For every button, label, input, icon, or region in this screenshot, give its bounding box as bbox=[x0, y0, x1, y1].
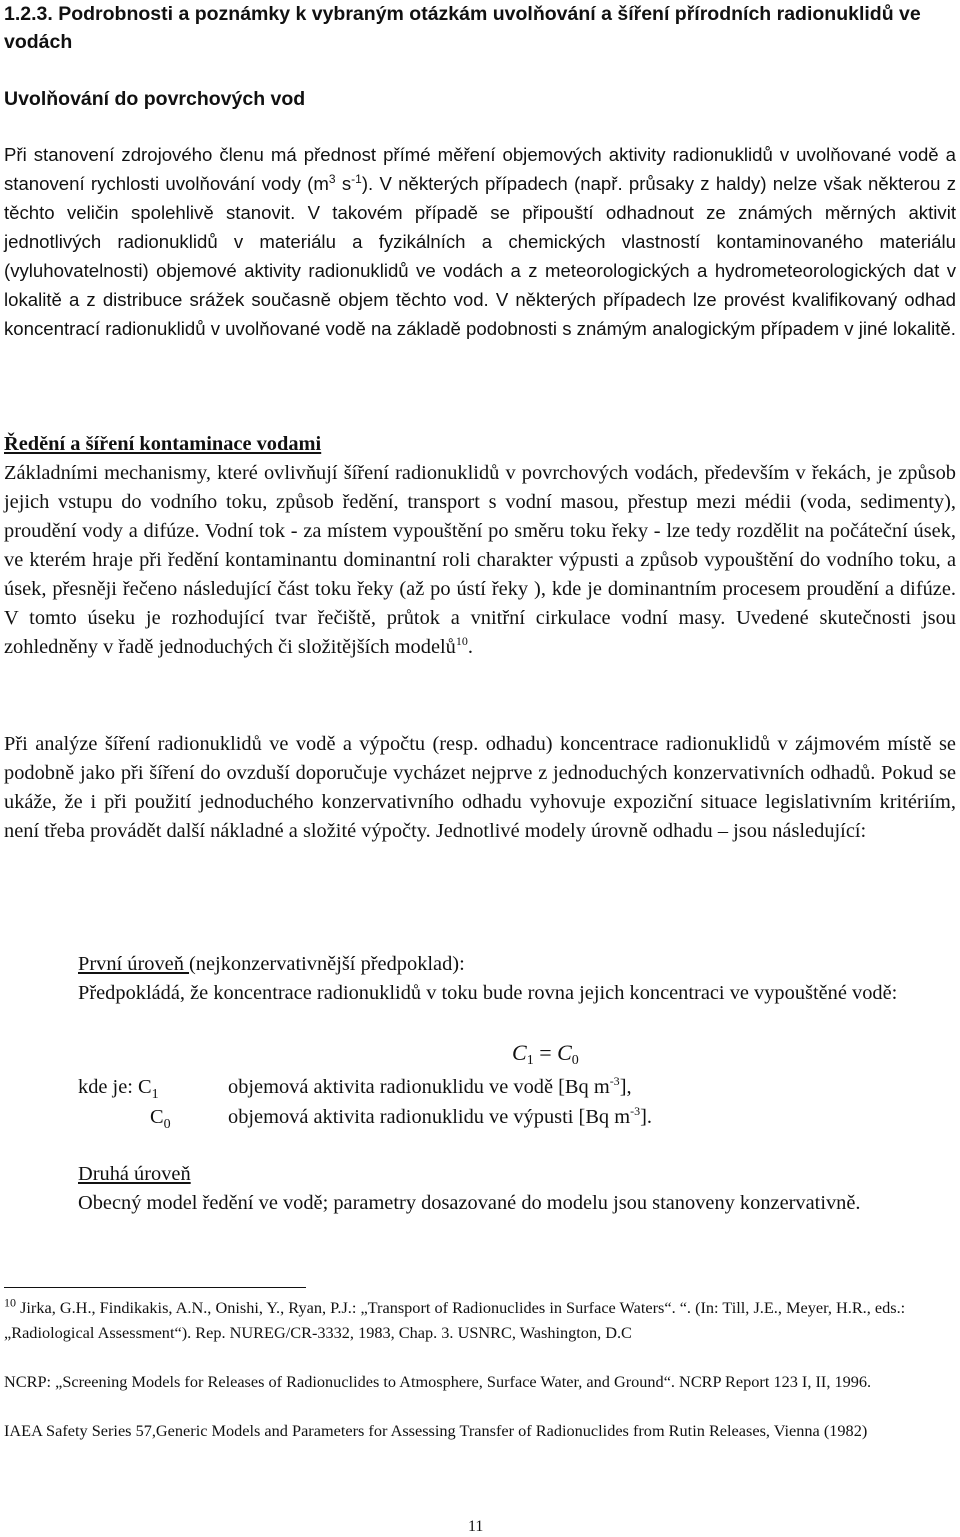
footnote-3: IAEA Safety Series 57,Generic Models and Parameters for Assessing Transfer of Radionuclides from Rutin Releases, Vienna (1982) bbox=[4, 1421, 868, 1440]
footnote-1: $^{10}$ Jirka, G.H., Findikakis, A.N., Onishi, Y., Ryan, P.J.: „Transport of Radionuclides in Surface Waters“. “. (In: Till, J.E., Meyer, H.R., eds.:„Radiological Assessment“). Rep. NUREG/CR-3332, 1983, Chap. 3. USNRC, Washington, D.C bbox=[4, 1295, 906, 1342]
section-heading: 1.2.3. Podrobnosti a poznámky k vybraným otázkám uvolňování a šíření přírodních radionuklidů ve vodách bbox=[4, 3, 921, 53]
page-number: 11 bbox=[468, 1518, 484, 1535]
footnote-divider bbox=[4, 1287, 306, 1288]
footnote-2: NCRP: „Screening Models for Releases of Radionuclides to Atmosphere, Surface Water, and Ground“. NCRP Report 123 I, II, 1996. bbox=[4, 1372, 872, 1391]
dilution-heading: Ředění a šíření kontaminace vodami bbox=[4, 433, 322, 455]
definition-c1: kde je: $C_1$ objemová aktivita radionuklidu ve vodě [Bq $m^{-3}$], bbox=[78, 1074, 632, 1103]
level2-block bbox=[78, 1160, 956, 1218]
level1-title: První úroveň bbox=[78, 953, 190, 975]
subsection-heading: Uvolňování do povrchových vod bbox=[4, 88, 306, 110]
level2-title: Druhá úroveň bbox=[78, 1163, 191, 1185]
paragraph-dilution: Základními mechanismy, které ovlivňují šíření radionuklidů v povrchových vodách, především v řekách, je způsob jejich vstupu do vodního toku, způsob ředění, transport s vodní masou, přestup mezi médii (voda, sedimenty), proudění vody a difúze. Vodní tok - za místem vypouštění po směru toku řeky - lze tedy rozdělit na počáteční úsek, ve kterém hraje při ředění kontaminantu dominantní roli charakter výpusti a způsob vypouštění do vodního toku, a úsek, přesněji řečeno následující část toku řeky (až po ústí řeky ), kde je dominantním procesem proudění a difúze. V tomto úseku je rozhodující tvar řečiště, průtok a vnitřní cirkulace vodní masy. Uvedené skutečnosti jsou zohledněny v řadě jednoduchých či složitějších modelů$^{10}$. bbox=[4, 462, 956, 658]
equation: $C_1 = C_0$ bbox=[512, 1040, 579, 1068]
definition-c0: $C_0$ objemová aktivita radionuklidu ve výpusti [Bq $m^{-3}$]. bbox=[150, 1104, 652, 1133]
level1-text: Předpokládá, že koncentrace radionuklidů v toku bude rovna jejich koncentraci ve vypouštěné vodě: bbox=[78, 982, 898, 1004]
level1-block: První úroveň (nejkonzervativnější předpoklad): Předpokládá, že koncentrace radionuklidů v toku bude rovna jejich koncentraci ve vypouštěné vodě: bbox=[78, 953, 898, 1004]
paragraph-analysis: Při analýze šíření radionuklidů ve vodě a výpočtu (resp. odhadu) koncentrace radionuklidů v zájmovém místě se podobně jako při šíření do ovzduší doporučuje vycházet nejprve z jednoduchých konzervativních odhadů. Pokud se ukáže, že i při použití jednoduchého konzervativního odhadu vyhovuje expoziční situace legislativním kritériím, není třeba provádět další nákladné a složité výpočty. Jednotlivé modely úrovně odhadu – jsou následující: bbox=[4, 733, 956, 842]
level2-text: Obecný model ředění ve vodě; parametry dosazované do modelu jsou stanoveny konzervativně. bbox=[78, 1192, 861, 1214]
paragraph-source-term: Při stanovení zdrojového členu má přednost přímé měření objemových aktivity radionuklidů v uvolňované vodě a stanovení rychlosti uvolňování vody ($m^3$ $s^{-1}$). V některých případech (např. průsaky z haldy) nelze však některou z těchto veličin spolehlivě stanovit. V takovém případě se připouští odhadnout ze známých měrných aktivit jednotlivých radionuklidů v materiálu a fyzikálních a chemických vlastností kontaminovaného materiálu (vyluhovatelnosti) objemové aktivity radionuklidů ve vodách a z meteorologických a hydrometeorologických dat v lokalitě a z distribuce srážek současně objem těchto vod. V některých případech lze provést kvalifikovaný odhad koncentrací radionuklidů v uvolňované vodě na základě podobnosti s známým analogickým případem v jiné lokalitě. bbox=[4, 144, 957, 339]
